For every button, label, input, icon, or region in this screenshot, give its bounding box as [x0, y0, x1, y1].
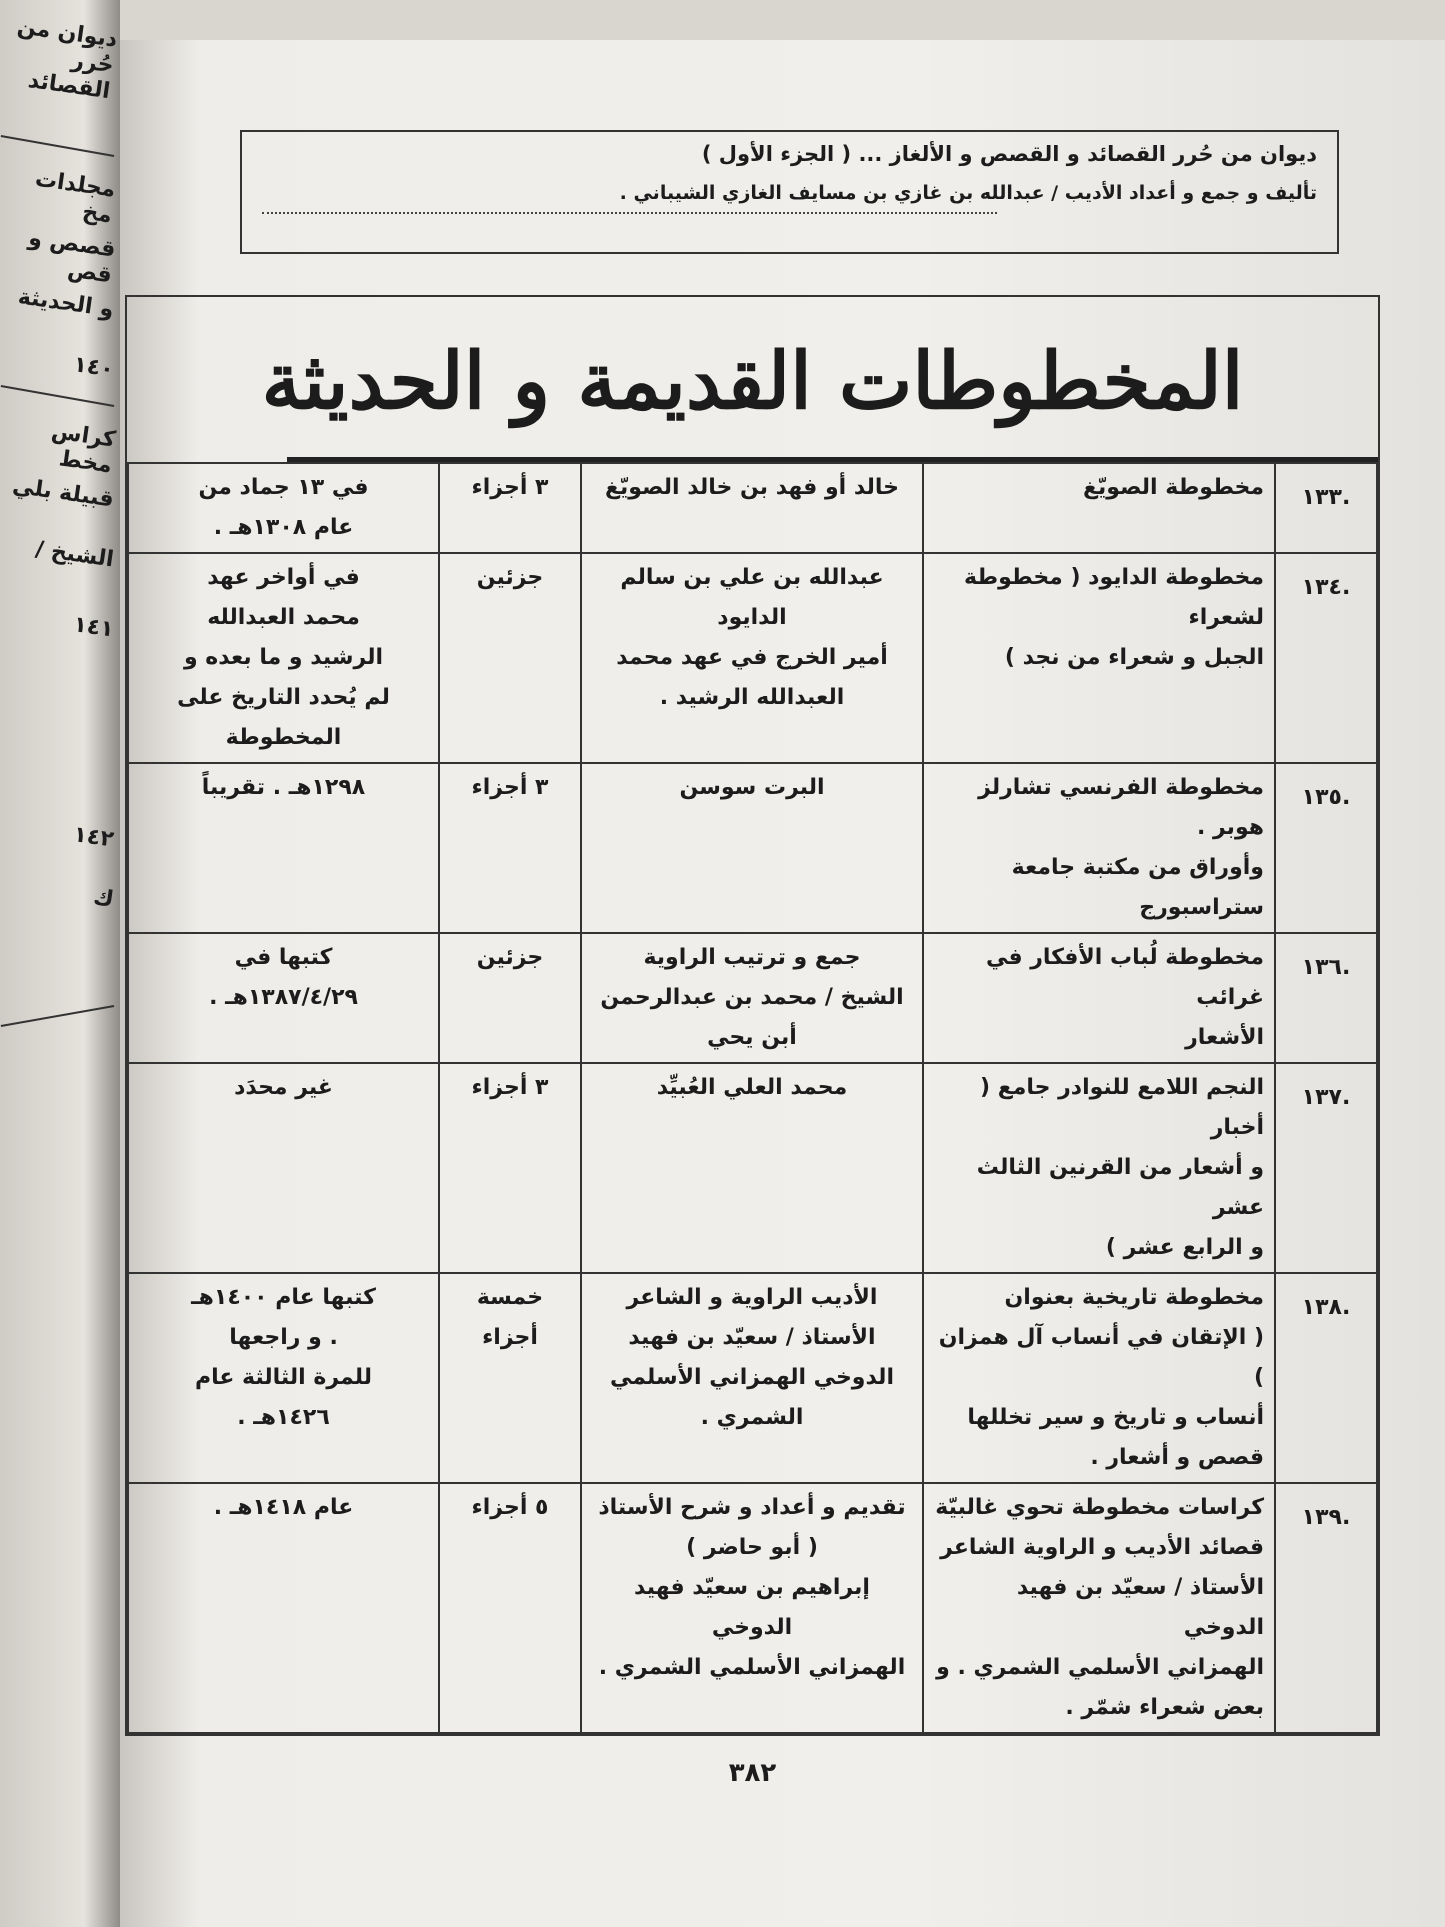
manuscript-title — [923, 933, 1275, 1063]
table-row — [128, 763, 1377, 933]
date-cell-line: ١٤٢٦هـ . — [237, 1405, 330, 1430]
header-title: ديوان من حُرر القصائد و القصص و الألغاز ... ( الجزء الأول ) — [701, 142, 1317, 166]
row-number: .١٣٥ — [1275, 763, 1377, 933]
manuscript-title-line: مخطوطة الصويّغ — [1083, 475, 1264, 500]
date-cell-line: عام ١٣٠٨هـ . — [213, 515, 354, 540]
date-cell-line: في ١٣ جماد من — [198, 475, 369, 500]
date-cell-line: غير محدَد — [234, 1075, 333, 1100]
date-cell-line: ١٢٩٨هـ . تقريباً — [201, 775, 366, 800]
date-cell-line: . و راجعها — [229, 1325, 338, 1350]
page-body — [125, 295, 1380, 1788]
manuscript-title-line: مخطوطة لُباب الأفكار في غرائب — [985, 945, 1264, 1010]
author-cell-line: تقديم و أعداد و شرح الأستاذ — [598, 1495, 906, 1520]
date-cell — [128, 933, 439, 1063]
author-cell-line: ( أبو حاضر ) — [686, 1535, 818, 1560]
table-row — [128, 1483, 1377, 1733]
parts-cell — [439, 763, 581, 933]
manuscript-title — [923, 1063, 1275, 1273]
manuscript-title-line: الجبل و شعراء من نجد ) — [1004, 645, 1264, 670]
author-cell — [581, 553, 923, 763]
author-cell-line: الشيخ / محمد بن عبدالرحمن — [600, 985, 904, 1010]
manuscript-title — [923, 463, 1275, 553]
date-cell — [128, 1483, 439, 1733]
date-cell-line: عام ١٤١٨هـ . — [213, 1495, 354, 1520]
manuscript-title — [923, 1483, 1275, 1733]
dotted-line — [262, 212, 997, 214]
parts-cell-line: ٥ أجزاء — [471, 1495, 549, 1520]
manuscript-title — [923, 1273, 1275, 1483]
date-cell-line: كتبها في — [234, 945, 333, 970]
author-cell-line: محمد العلي العُبيِّد — [656, 1075, 848, 1100]
parts-cell — [439, 1063, 581, 1273]
left-page-fragment: قصص و قص — [27, 225, 118, 289]
author-cell — [581, 763, 923, 933]
parts-cell — [439, 1483, 581, 1733]
author-cell — [581, 1273, 923, 1483]
author-cell-line: العبدالله الرشيد . — [659, 685, 845, 710]
manuscript-title-line: الأشعار — [1185, 1025, 1264, 1050]
date-cell-line: في أواخر عهد — [207, 565, 360, 590]
manuscript-title-line: بعض شعراء شمّر . — [1065, 1695, 1264, 1720]
table-row — [128, 553, 1377, 763]
manuscript-title-line: قصائد الأديب و الراوية الشاعر — [940, 1535, 1264, 1560]
author-cell-line: خالد أو فهد بن خالد الصويّغ — [605, 475, 899, 500]
manuscript-title-line: قصص و أشعار . — [1090, 1445, 1264, 1470]
date-cell-line: للمرة الثالثة عام — [194, 1365, 373, 1390]
date-cell — [128, 463, 439, 553]
manuscript-title — [923, 553, 1275, 763]
left-page-fragment: الشيخ / — [33, 536, 116, 573]
date-cell-line: محمد العبدالله — [207, 605, 360, 630]
row-number: .١٣٦ — [1275, 933, 1377, 1063]
author-cell-line: أبن يحي — [707, 1025, 797, 1050]
date-cell — [128, 763, 439, 933]
author-cell-line: الدايود — [717, 605, 787, 630]
parts-cell-line: خمسة — [476, 1285, 544, 1310]
manuscript-title-line: و الرابع عشر ) — [1105, 1235, 1264, 1260]
left-page-fragment: ديوان من حُرر القصائد — [15, 14, 119, 105]
author-cell-line: جمع و ترتيب الراوية — [643, 945, 861, 970]
manuscript-title-line: مخطوطة الدايود ( مخطوطة لشعراء — [964, 565, 1264, 630]
left-page-fragment: مجلدات مخ — [33, 166, 118, 229]
author-cell-line: الشمري . — [700, 1405, 804, 1430]
parts-cell-line: جزئين — [476, 945, 544, 970]
row-number: .١٣٩ — [1275, 1483, 1377, 1733]
left-page-fragment: كراس مخط — [49, 418, 118, 479]
manuscript-title-line: كراسات مخطوطة تحوي غالبيّة — [935, 1495, 1264, 1520]
author-cell-line: الأستاذ / سعيّد بن فهيد — [628, 1325, 876, 1350]
table-row — [128, 1273, 1377, 1483]
manuscripts-table — [125, 295, 1380, 1736]
parts-cell-line: أجزاء — [482, 1325, 538, 1350]
row-number: .١٣٤ — [1275, 553, 1377, 763]
row-number: .١٣٨ — [1275, 1273, 1377, 1483]
manuscript-title — [923, 763, 1275, 933]
divider — [1, 1005, 115, 1027]
author-cell — [581, 1063, 923, 1273]
manuscript-title-line: الهمزاني الأسلمي الشمري . و — [936, 1655, 1264, 1680]
left-page-fragment: ١٤٠ — [71, 352, 116, 383]
author-cell-line: إبراهيم بن سعيّد فهيد الدوخي — [634, 1575, 870, 1640]
author-cell-line: الهمزاني الأسلمي الشمري . — [598, 1655, 906, 1680]
author-cell-line: الأديب الراوية و الشاعر — [626, 1285, 878, 1310]
author-cell-line: أمير الخرج في عهد محمد — [616, 645, 888, 670]
date-cell — [128, 1063, 439, 1273]
header-author: تأليف و جمع و أعداد الأديب / عبدالله بن غازي بن مسايف الغازي الشيباني . — [619, 182, 1317, 204]
author-cell — [581, 933, 923, 1063]
row-number: .١٣٣ — [1275, 463, 1377, 553]
manuscript-title-line: وأوراق من مكتبة جامعة — [1011, 855, 1264, 880]
author-cell — [581, 1483, 923, 1733]
parts-cell-line: جزئين — [476, 565, 544, 590]
date-cell — [128, 553, 439, 763]
parts-cell — [439, 463, 581, 553]
section-title: المخطوطات القديمة و الحديثة — [261, 336, 1244, 427]
manuscript-title-line: الأستاذ / سعيّد بن فهيد الدوخي — [1016, 1575, 1264, 1640]
date-cell-line: ١٣٨٧/٤/٢٩هـ . — [209, 985, 358, 1010]
left-page — [0, 0, 120, 1927]
manuscript-title-line: مخطوطة تاريخية بعنوان — [1004, 1285, 1264, 1310]
parts-cell — [439, 553, 581, 763]
date-cell — [128, 1273, 439, 1483]
left-page-fragment: و الحديثة — [16, 284, 116, 323]
left-page-fragment: قبيلة بلي — [10, 473, 116, 513]
parts-cell — [439, 933, 581, 1063]
manuscript-title-line: ( الإتقان في أنساب آل همزان ) — [938, 1325, 1264, 1390]
table-row — [128, 463, 1377, 553]
running-header — [240, 130, 1339, 254]
table-row — [128, 1063, 1377, 1273]
date-cell-line: كتبها عام ١٤٠٠هـ — [191, 1285, 376, 1310]
parts-cell-line: ٣ أجزاء — [471, 775, 549, 800]
manuscript-title-line: أنساب و تاريخ و سير تخللها — [967, 1405, 1264, 1430]
date-cell-line: لم يُحدد التاريخ على — [177, 685, 390, 710]
table-row — [128, 933, 1377, 1063]
manuscript-title-line: مخطوطة الفرنسي تشارلز هوبر . — [978, 775, 1264, 840]
manuscript-title-line: النجم اللامع للنوادر جامع ( أخبار — [979, 1075, 1264, 1140]
author-cell-line: البرت سوسن — [679, 775, 825, 800]
page-number: ٣٨٢ — [728, 1758, 777, 1788]
row-number: .١٣٧ — [1275, 1063, 1377, 1273]
divider — [1, 385, 115, 407]
manuscript-title-line: و أشعار من القرنين الثالث عشر — [976, 1155, 1264, 1220]
author-cell — [581, 463, 923, 553]
left-page-fragment: ١٤١ — [71, 612, 116, 643]
manuscript-title-line: ستراسبورج — [1139, 895, 1264, 920]
divider — [1, 135, 115, 157]
author-cell-line: الدوخي الهمزاني الأسلمي — [610, 1365, 894, 1390]
date-cell-line: المخطوطة — [225, 725, 342, 750]
date-cell-line: الرشيد و ما بعده و — [183, 645, 384, 670]
parts-cell — [439, 1273, 581, 1483]
author-cell-line: عبدالله بن علي بن سالم — [620, 565, 884, 590]
parts-cell-line: ٣ أجزاء — [471, 475, 549, 500]
parts-cell-line: ٣ أجزاء — [471, 1075, 549, 1100]
left-page-fragment: ك — [91, 884, 116, 913]
left-page-fragment: ١٤٢ — [71, 822, 116, 853]
